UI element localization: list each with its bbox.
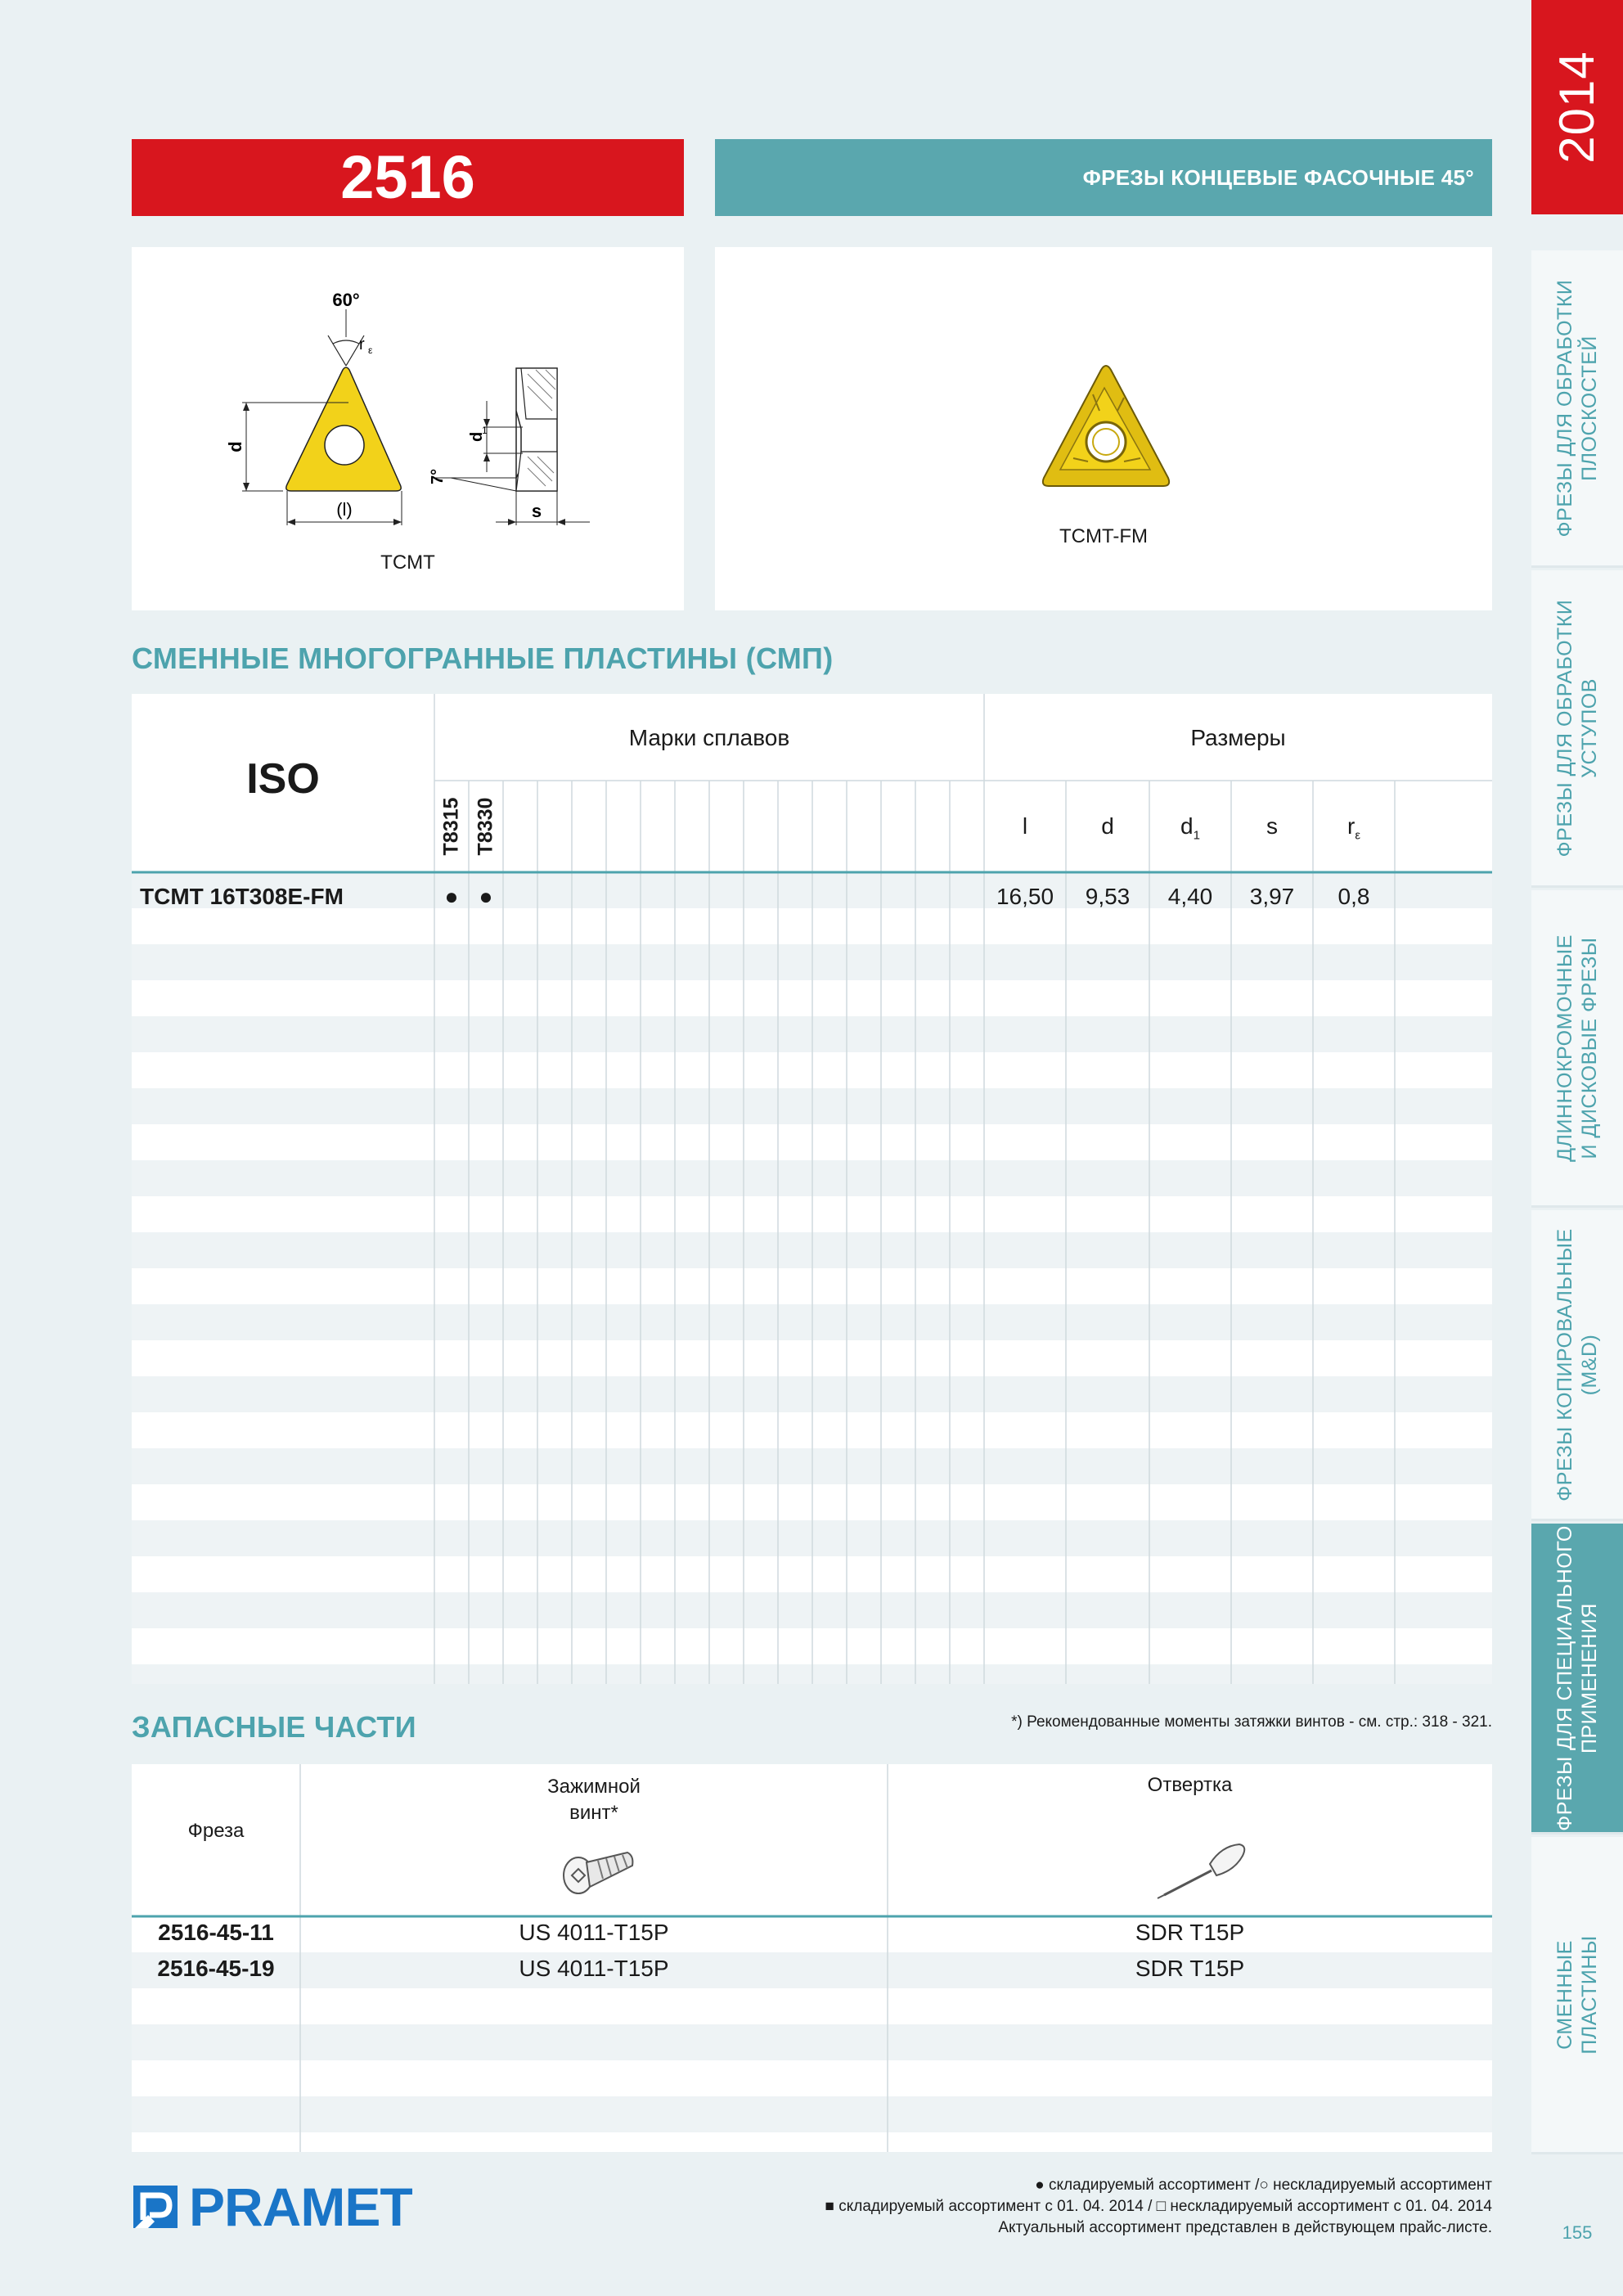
dim-header-s-text: s	[1266, 813, 1278, 839]
dim-header-l	[984, 813, 1066, 840]
pramet-logo-text: PRAMET	[189, 2177, 412, 2237]
tab-inserts-label: СМЕННЫЕ ПЛАСТИНЫ	[1553, 1934, 1601, 2055]
col-driver-header: Отвертка	[1147, 1774, 1233, 1796]
driver-code[interactable]: SDR T15P	[1135, 1920, 1245, 1945]
d1-dimension-sub-label: 1	[482, 425, 488, 436]
d1-dimension-label: d	[468, 431, 486, 442]
value-l: 16,50	[996, 884, 1054, 909]
dim-header-d1-text: d	[1180, 813, 1194, 839]
insert-hole	[325, 425, 364, 465]
insert-photo	[715, 247, 1492, 610]
clearance-angle-label: 7°	[429, 468, 447, 484]
dim-header-r-text: r	[1347, 813, 1355, 839]
tab-special-application-label: ФРЕЗЫ ДЛЯ СПЕЦИАЛЬНОГО ПРИМЕНЕНИЯ	[1553, 1524, 1601, 1831]
drawing-caption: TCMT	[380, 551, 435, 574]
value-d1: 4,40	[1167, 884, 1213, 909]
tab-special-application[interactable]	[1531, 1524, 1623, 1835]
tab-face-milling[interactable]	[1531, 250, 1623, 568]
dim-header-r-sub: ε	[1355, 828, 1360, 843]
tab-year[interactable]	[1531, 0, 1623, 214]
pramet-logo	[132, 2178, 412, 2235]
value-s: 3,97	[1249, 884, 1295, 909]
cutter-code[interactable]: 2516-45-11	[158, 1920, 274, 1945]
spare-parts-table	[132, 1764, 1492, 2152]
tab-year-label: 2014	[1549, 51, 1604, 164]
iso-header: ISO	[246, 755, 320, 803]
dim-header-d1	[1149, 813, 1231, 843]
d-dimension-label: d	[225, 441, 245, 452]
tab-shoulder-milling-label: ФРЕЗЫ ДЛЯ ОБРАБОТКИ УСТУПОВ	[1553, 599, 1601, 857]
screw-code[interactable]: US 4011-T15P	[519, 1920, 669, 1945]
torque-note: *) Рекомендованные моменты затяжки винтов - см. стр.: 318 - 321.	[1011, 1713, 1492, 1731]
screw-code[interactable]: US 4011-T15P	[519, 1956, 669, 1981]
pramet-logo-icon	[132, 2182, 181, 2231]
tab-face-milling-label: ФРЕЗЫ ДЛЯ ОБРАБОТКИ ПЛОСКОСТЕЙ	[1553, 279, 1601, 537]
tab-long-edge-label: ДЛИННОКРОМОЧНЫЕ И ДИСКОВЫЕ ФРЕЗЫ	[1553, 934, 1601, 1162]
s-dimension-label: s	[531, 501, 542, 521]
inserts-table-grid	[132, 694, 1492, 1684]
dim-header-d1-sub: 1	[1193, 828, 1200, 843]
angle-label: 60°	[332, 290, 360, 310]
value-r: 0,8	[1338, 884, 1370, 909]
inserts-section-title: СМЕННЫЕ МНОГОГРАННЫЕ ПЛАСТИНЫ (СМП)	[132, 642, 834, 675]
parts-section-title: ЗАПАСНЫЕ ЧАСТИ	[132, 1710, 416, 1744]
grade-header-t8330: T8330	[474, 797, 497, 856]
driver-code[interactable]: SDR T15P	[1135, 1956, 1245, 1981]
legend-line-3: Актуальный ассортимент представлен в действующем прайс-листе.	[998, 2219, 1492, 2236]
insert-photo-panel	[715, 247, 1492, 610]
dim-header-s	[1231, 813, 1313, 840]
legend-line-1: ● складируемый ассортимент /○ несклaдируемый ассортимент	[1035, 2177, 1492, 2194]
dim-header-r	[1313, 813, 1395, 843]
tab-copy-milling-label: ФРЕЗЫ КОПИРОВАЛЬНЫЕ (M&D)	[1553, 1227, 1601, 1501]
iso-code[interactable]: TCMT 16T308E-FM	[140, 884, 344, 909]
l-dimension-label: (l)	[336, 499, 353, 520]
grades-header: Марки сплавов	[628, 725, 790, 750]
dim-header-d	[1066, 813, 1149, 840]
dim-header-d-text: d	[1101, 813, 1114, 839]
tab-copy-milling[interactable]	[1531, 1210, 1623, 1521]
inserts-table	[132, 694, 1492, 1684]
dim-header-l-text: l	[1022, 813, 1028, 839]
legend-line-2: ■ складируемый ассортимент с 01. 04. 2014 / □ несклaдируемый ассортимент с 01. 04. 2014	[825, 2198, 1492, 2215]
col-screw-header: Зажимной винт*	[547, 1776, 641, 1824]
tab-inserts[interactable]	[1531, 1837, 1623, 2154]
insert-drawing-panel	[132, 247, 684, 610]
value-d: 9,53	[1085, 884, 1131, 909]
screwdriver-icon	[1146, 1838, 1261, 1908]
grade-availability-t8330: ●	[479, 884, 493, 909]
photo-caption: TCMT-FM	[1059, 525, 1148, 547]
page-title: ФРЕЗЫ КОНЦЕВЫЕ ФАСОЧНЫЕ 45°	[715, 139, 1492, 216]
clamping-screw-icon	[557, 1843, 639, 1900]
section-tabs	[1531, 0, 1623, 2296]
tab-shoulder-milling[interactable]	[1531, 570, 1623, 888]
tab-long-edge[interactable]	[1531, 890, 1623, 1208]
page-number: 155	[1562, 2222, 1593, 2243]
product-code: 2516	[132, 139, 684, 216]
cutter-code[interactable]: 2516-45-19	[157, 1956, 275, 1981]
col-cutter-header: Фреза	[187, 1820, 245, 1842]
radius-label: r	[359, 335, 365, 353]
grade-availability-t8315: ●	[444, 884, 459, 909]
grade-header-t8315: T8315	[439, 797, 463, 856]
dims-header: Размеры	[1190, 725, 1286, 750]
radius-sub-label: ε	[368, 344, 373, 356]
